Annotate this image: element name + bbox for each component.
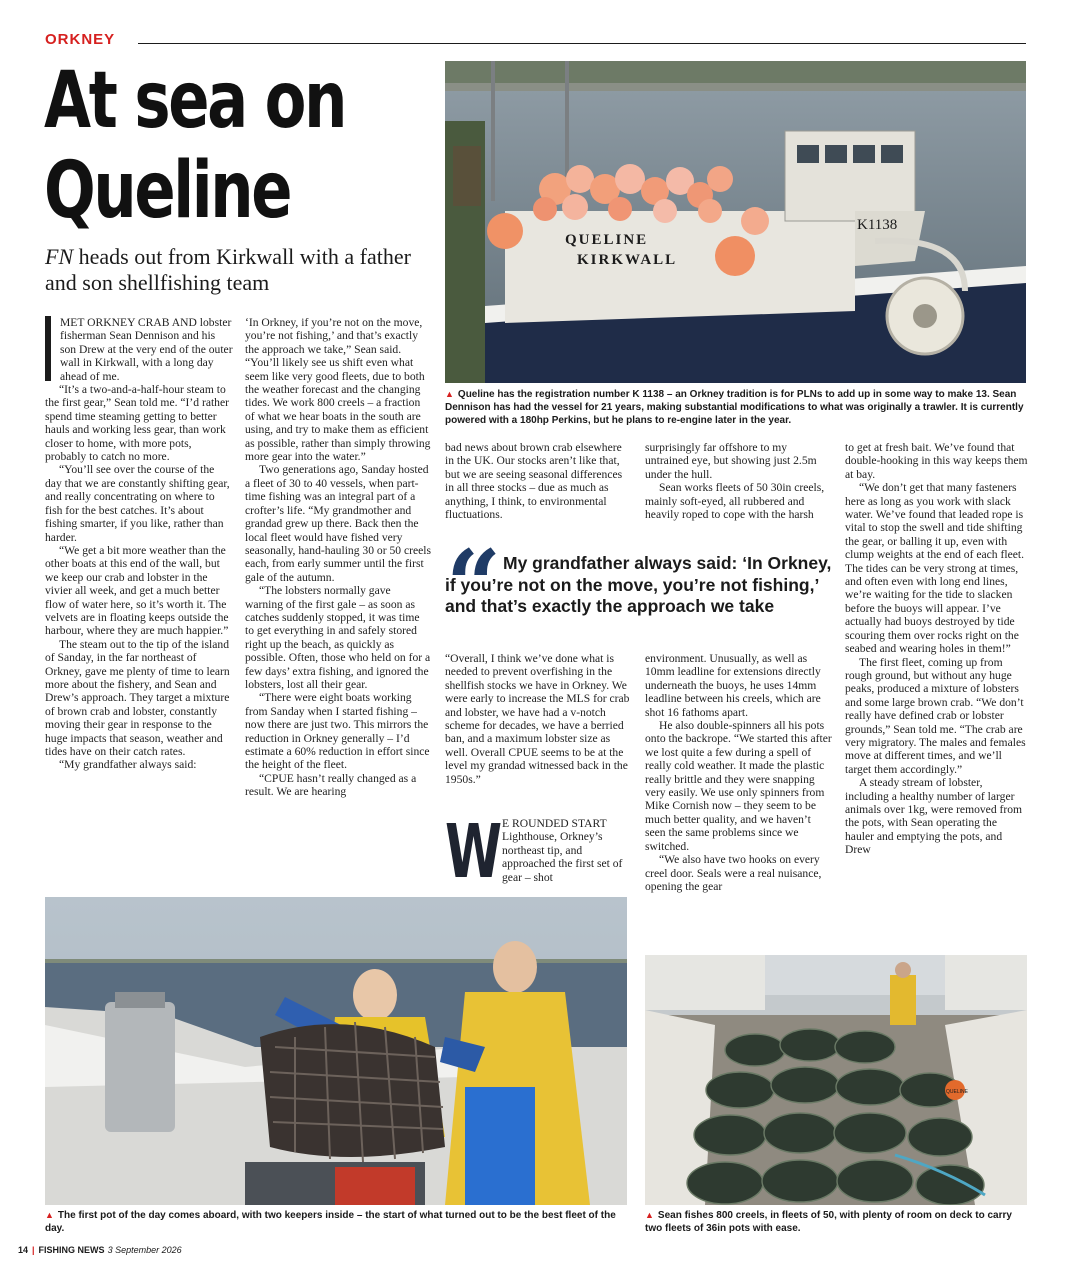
publication-name: FISHING NEWS <box>38 1245 105 1255</box>
col1-para-3: “You’ll see over the course of the day that we are constantly shifting gear, and really concentrating on where to fish for the best catches. It’s about fishing smarter, if you like, rather than harder. <box>45 463 230 544</box>
col3-dropcap-para: E ROUNDED START Lighthouse, Orkney’s northeast tip, and approached the first set of gear – shot <box>502 817 623 884</box>
col3-para-2: “Overall, I think we’ve done what is needed to prevent overfishing in the shellfish stocks we have in Orkney. We were early to increase the MLS for crab and lobster, we have had a v-notch scheme for decades, we have a berried ban, and a maximum lobster size as well. Overall CPUE seems to be at the level my grandad witnessed back in the 1950s.” <box>445 652 630 786</box>
creels-photo-illustration <box>645 955 1027 1205</box>
registration-text: K1138 <box>857 217 898 233</box>
col2-para-2: Two generations ago, Sanday hosted a fleet of 30 to 40 vessels, when part-time fishing was an integral part of a crofter’s life. “My grandmother and grandad grew up there. Back then the local fleet would have fished very seasonally, hand-hauling 30 or 50 creels each, from early summer until the first gale of the autumn. <box>245 463 431 584</box>
first-pot-photo-illustration <box>45 897 627 1205</box>
section-tag: ORKNEY <box>45 31 116 48</box>
photo2-caption-text: The first pot of the day comes aboard, with two keepers inside – the start of what turned out to be the best fleet of the day. <box>45 1210 616 1234</box>
col1-para-5: The steam out to the tip of the island of Sanday, in the far northeast of Orkney, gave me plenty of time to learn more about the fishery, and Sean and Drew’s approach. They target a mixture of brown crab and lobster, constantly moving their gear in response to the huge impacts that season, weather and tides have on their catch rates. <box>45 637 230 758</box>
column-5 <box>845 441 1028 857</box>
standfirst-text: heads out from Kirkwall with a father and son shellfishing team <box>45 244 411 295</box>
col4-para-4: He also double-spinners all his pots onto the backrope. “We started this after we lost quite a few during a spell of really cold weather. It made the plastic really brittle and they were snapping very easily. We use only spinners from Mike Cornish now – they seem to be much better quality, and we haven’t seen the same problems since we switched. <box>645 719 832 853</box>
caret-up-icon: ▲ <box>445 389 454 399</box>
col1-para-2: “It’s a two-and-a-half-hour steam to the first gear,” Sean told me. “I’d rather spend time steaming getting to better hauls and working less gear, than work closer to home, with more pots, probably to catch no more. <box>45 383 229 464</box>
caret-up-icon: ▲ <box>645 1210 654 1220</box>
quote-mark-icon: “ <box>446 529 502 642</box>
col4-para-5: “We also have two hooks on every creel door. Seals were a real nuisance, opening the gear <box>645 853 822 893</box>
photo3-caption-text: Sean fishes 800 creels, in fleets of 50, with plenty of room on deck to carry two fleets of 36in pots with ease. <box>645 1210 1012 1234</box>
section-rule <box>138 43 1026 44</box>
photo-first-pot <box>45 897 627 1205</box>
page-number: 14 <box>18 1245 29 1255</box>
photo2-caption <box>45 1209 630 1235</box>
headline-line-1: At sea on <box>44 56 346 146</box>
standfirst-italic: FN <box>45 244 74 269</box>
col5-para-1: to get at fresh bait. We’ve found that double-hooking in this way keeps them at bay. <box>845 441 1028 481</box>
issue-date: 3 September 2026 <box>107 1245 182 1255</box>
boat-photo-illustration <box>445 61 1026 383</box>
pull-quote-text: My grandfather always said: ‘In Orkney, if you’re not on the move, you’re not fishing,’ and that’s exactly the approach we take <box>445 553 832 616</box>
headline-line-2: Queline <box>44 146 291 236</box>
col1-para-6: “My grandfather always said: <box>59 758 197 772</box>
buoy-label: QUELINE <box>946 1089 968 1095</box>
photo1-caption-text: Queline has the registration number K 1138 – an Orkney tradition is for PLNs to add up in some way to make 13. Sean Dennison has had the vessel for 21 years, making substantial modifications to what was originally a trawler. It is currently powered with a 180hp Perkins, but he plans to re-engine later in the year. <box>445 389 1024 426</box>
column-4-bottom <box>645 652 833 893</box>
col1-para-1 <box>45 316 233 383</box>
footer-divider: | <box>32 1245 35 1255</box>
col2-para-1: ‘In Orkney, if you’re not on the move, you’re not fishing,’ and that’s exactly the approach we take,” Sean said. “You’ll likely see us shift even what seem like very good fleets, due to both the weather forecast and the changing tides. We work 800 creels – a fraction of what we hear boats in the south are using, and try to make them as efficient as possible, rather than simply throwing more gear into the water.” <box>245 316 431 464</box>
photo-creels-deck <box>645 955 1027 1205</box>
col1-para-1-text: MET ORKNEY CRAB AND lobster fisherman Sean Dennison and his son Drew at the very end of the outer wall in Kirkwall, with a long day ahead of me. <box>60 316 233 383</box>
column-4-top <box>645 441 833 521</box>
caret-up-icon: ▲ <box>45 1210 54 1220</box>
col2-para-3: “The lobsters normally gave warning of the first gale – as soon as catches suddenly stopped, it was time to get everything in and safely stored right up the beach, as quickly as possible. Often, those who held on for a few days’ extra fishing, and ignored the lobsters, lost all their gear. <box>245 584 431 691</box>
home-port-text: KIRKWALL <box>577 252 678 268</box>
col2-para-4: “There were eight boats working from Sanday when I started fishing – now there are just two. This mirrors the reduction in Orkney generally – I’d estimate a 60% reduction in effort since the height of the fleet. <box>245 691 430 772</box>
column-2 <box>245 316 431 799</box>
col2-para-5: “CPUE hasn’t really changed as a result. We are hearing <box>245 771 417 799</box>
col5-para-2: “We don’t get that many fasteners here as long as you work with slack water. We’ve found that leaded rope is vital to stop the swell and tide shifting the gear, or balling it up, even with clump weights at the end of each fleet. The tides can be very strong at times, and often even with long end lines, we’re waiting for the tide to slacken before the buoys will appear. I’ve actually had buoys destroyed by tide scouring them over rocks right on the seabed and wearing holes in them!” <box>845 481 1024 656</box>
col5-para-4: A steady stream of lobster, including a healthy number of larger animals over 1kg, were removed from the pots, with Sean operating the hauler and emptying the pots, and Drew <box>845 776 1023 857</box>
col4-para-1: surprisingly far offshore to my untrained eye, but showing just 2.5m under the hull. <box>645 441 817 481</box>
dropcap-w: W <box>445 809 503 895</box>
col1-para-4: “We get a bit more weather than the other boats at this end of the wall, but we keep our crab and lobster in the vivier all week, and get a much better flow of water here, so it’s worth it. The velvets are in floating keeps outside the harbour, where they are much happier.” <box>45 543 229 638</box>
column-3-dropcap-text <box>502 817 633 884</box>
col3-para-1: bad news about brown crab elsewhere in the UK. Our stocks aren’t like that, but we are seeing seasonal differences in all three stocks – due as much as anything, I think, to environmental fluctuations. <box>445 441 623 522</box>
col5-para-3: The first fleet, coming up from rough ground, but without any huge peaks, produced a mixture of lobsters and some large brown crab. “We don’t really have defined crab or lobster grounds,” Sean told me. “The crab are very migratory. The males and females move at different times, and we’ll target them accordingly.” <box>845 655 1026 776</box>
col4-para-2: Sean works fleets of 50 30in creels, mainly soft-eyed, all rubbered and heavily roped to cope with the harsh <box>645 481 825 522</box>
lobster-creel <box>260 1022 445 1162</box>
photo-queline-boat <box>445 61 1026 383</box>
pull-quote <box>445 553 840 618</box>
headline <box>44 56 348 236</box>
photo1-caption <box>445 388 1026 427</box>
page-footer <box>18 1245 182 1255</box>
column-3-bottom <box>445 652 633 786</box>
col4-para-3: environment. Unusually, as well as 10mm leadline for extensions directly underneath the buoys, he uses 14mm leadline between his creels, which are shot 16 fathoms apart. <box>645 652 821 719</box>
boat-name-text: QUELINE <box>565 232 649 248</box>
column-1 <box>45 316 233 772</box>
standfirst <box>45 244 435 296</box>
column-3-top <box>445 441 633 521</box>
photo3-caption <box>645 1209 1027 1235</box>
